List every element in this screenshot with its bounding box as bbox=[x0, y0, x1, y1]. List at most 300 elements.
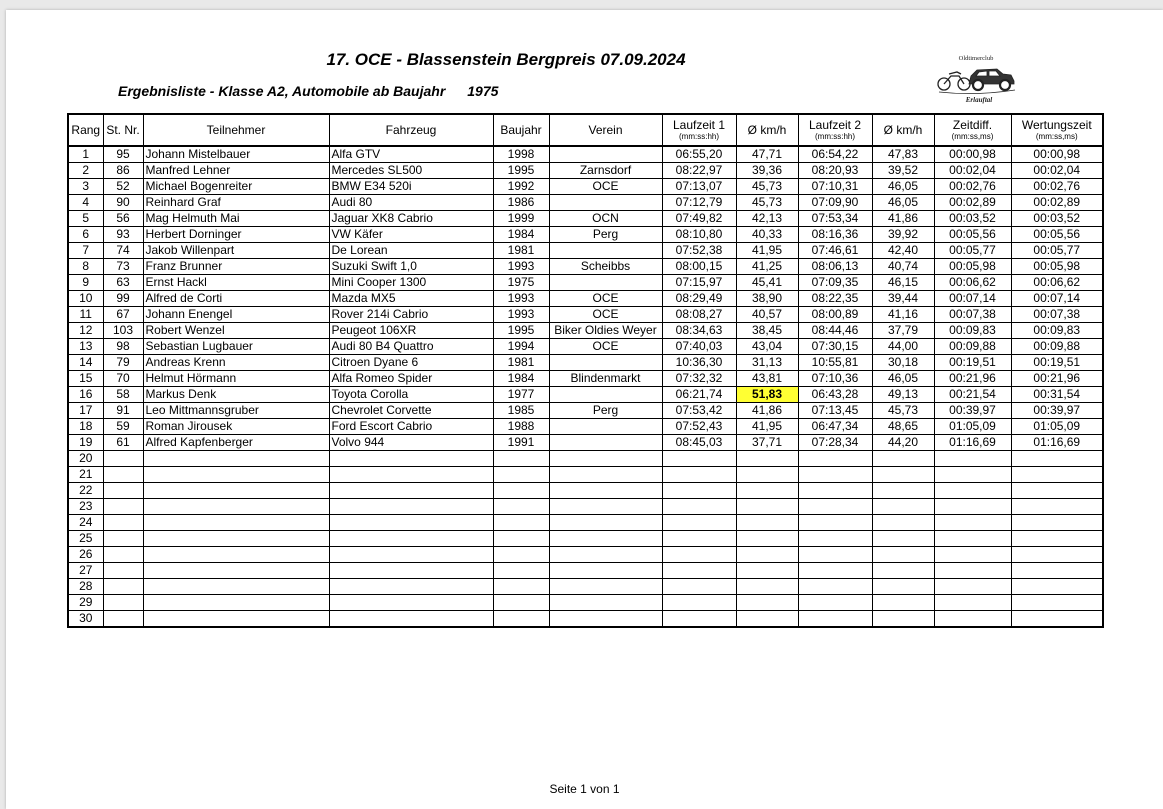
cell-laufzeit-1: 08:00,15 bbox=[662, 259, 736, 275]
cell-teilnehmer: Andreas Krenn bbox=[143, 355, 329, 371]
cell-wertungszeit bbox=[1011, 595, 1103, 611]
cell-laufzeit-2: 07:28,34 bbox=[798, 435, 872, 451]
cell-rang: 18 bbox=[68, 419, 103, 435]
cell-kmh-2 bbox=[872, 531, 934, 547]
cell-teilnehmer bbox=[143, 547, 329, 563]
cell-laufzeit-2: 10:55,81 bbox=[798, 355, 872, 371]
cell-zeitdiff bbox=[934, 563, 1011, 579]
cell-verein bbox=[549, 563, 662, 579]
cell-laufzeit-1 bbox=[662, 531, 736, 547]
cell-rang: 15 bbox=[68, 371, 103, 387]
cell-baujahr bbox=[493, 547, 549, 563]
cell-laufzeit-2 bbox=[798, 579, 872, 595]
cell-laufzeit-1 bbox=[662, 579, 736, 595]
column-header-label: Wertungszeit bbox=[1021, 117, 1092, 132]
cell-wertungszeit: 00:19,51 bbox=[1011, 355, 1103, 371]
column-header-label: Laufzeit 1 bbox=[672, 117, 726, 132]
cell-rang: 23 bbox=[68, 499, 103, 515]
column-header-rang bbox=[68, 114, 103, 146]
cell-kmh-2: 40,74 bbox=[872, 259, 934, 275]
table-row bbox=[68, 371, 1103, 387]
column-header-label: Teilnehmer bbox=[206, 122, 266, 137]
cell-st-nr: 56 bbox=[103, 211, 143, 227]
cell-wertungszeit: 00:21,96 bbox=[1011, 371, 1103, 387]
cell-baujahr bbox=[493, 595, 549, 611]
cell-st-nr: 59 bbox=[103, 419, 143, 435]
table-row bbox=[68, 211, 1103, 227]
logo-bottom-text: Erlauftal bbox=[965, 96, 993, 104]
cell-rang: 16 bbox=[68, 387, 103, 403]
cell-laufzeit-1: 07:32,32 bbox=[662, 371, 736, 387]
cell-rang: 11 bbox=[68, 307, 103, 323]
cell-fahrzeug: Mini Cooper 1300 bbox=[329, 275, 493, 291]
cell-verein: Scheibbs bbox=[549, 259, 662, 275]
cell-wertungszeit: 00:02,89 bbox=[1011, 195, 1103, 211]
cell-rang: 2 bbox=[68, 163, 103, 179]
cell-kmh-2: 48,65 bbox=[872, 419, 934, 435]
cell-kmh-2: 41,86 bbox=[872, 211, 934, 227]
cell-st-nr: 86 bbox=[103, 163, 143, 179]
cell-baujahr: 1993 bbox=[493, 307, 549, 323]
cell-fahrzeug bbox=[329, 499, 493, 515]
cell-teilnehmer: Helmut Hörmann bbox=[143, 371, 329, 387]
cell-wertungszeit bbox=[1011, 515, 1103, 531]
cell-zeitdiff: 00:06,62 bbox=[934, 275, 1011, 291]
cell-baujahr: 1998 bbox=[493, 146, 549, 163]
cell-laufzeit-1: 10:36,30 bbox=[662, 355, 736, 371]
cell-kmh-2: 46,05 bbox=[872, 371, 934, 387]
column-header-label: Ø km/h bbox=[747, 122, 787, 137]
table-row bbox=[68, 387, 1103, 403]
cell-baujahr: 1995 bbox=[493, 323, 549, 339]
cell-verein bbox=[549, 275, 662, 291]
cell-laufzeit-2: 07:46,61 bbox=[798, 243, 872, 259]
cell-verein bbox=[549, 435, 662, 451]
cell-fahrzeug: De Lorean bbox=[329, 243, 493, 259]
column-header-unit: (mm:ss,ms) bbox=[951, 131, 994, 141]
table-row bbox=[68, 291, 1103, 307]
cell-laufzeit-2 bbox=[798, 563, 872, 579]
table-row bbox=[68, 563, 1103, 579]
cell-teilnehmer: Mag Helmuth Mai bbox=[143, 211, 329, 227]
cell-laufzeit-2 bbox=[798, 515, 872, 531]
cell-rang: 4 bbox=[68, 195, 103, 211]
column-header-label: St. Nr. bbox=[106, 122, 140, 137]
cell-kmh-1: 45,73 bbox=[736, 179, 798, 195]
cell-verein: OCE bbox=[549, 307, 662, 323]
cell-verein bbox=[549, 243, 662, 259]
cell-wertungszeit bbox=[1011, 483, 1103, 499]
cell-wertungszeit: 00:07,14 bbox=[1011, 291, 1103, 307]
cell-st-nr: 52 bbox=[103, 179, 143, 195]
cell-verein: OCE bbox=[549, 291, 662, 307]
cell-baujahr: 1984 bbox=[493, 371, 549, 387]
cell-kmh-2 bbox=[872, 499, 934, 515]
cell-verein: Perg bbox=[549, 227, 662, 243]
cell-rang: 8 bbox=[68, 259, 103, 275]
cell-laufzeit-1 bbox=[662, 467, 736, 483]
cell-baujahr bbox=[493, 467, 549, 483]
cell-fahrzeug bbox=[329, 531, 493, 547]
cell-rang: 21 bbox=[68, 467, 103, 483]
cell-verein bbox=[549, 387, 662, 403]
cell-teilnehmer: Markus Denk bbox=[143, 387, 329, 403]
cell-kmh-1 bbox=[736, 547, 798, 563]
cell-st-nr bbox=[103, 451, 143, 467]
cell-laufzeit-1 bbox=[662, 483, 736, 499]
cell-baujahr: 1975 bbox=[493, 275, 549, 291]
cell-st-nr: 58 bbox=[103, 387, 143, 403]
cell-verein bbox=[549, 146, 662, 163]
cell-laufzeit-2 bbox=[798, 595, 872, 611]
cell-kmh-1: 40,33 bbox=[736, 227, 798, 243]
table-row bbox=[68, 275, 1103, 291]
cell-baujahr bbox=[493, 611, 549, 628]
cell-st-nr: 103 bbox=[103, 323, 143, 339]
cell-laufzeit-2: 07:53,34 bbox=[798, 211, 872, 227]
cell-wertungszeit: 00:05,98 bbox=[1011, 259, 1103, 275]
cell-kmh-1: 41,95 bbox=[736, 419, 798, 435]
cell-verein bbox=[549, 611, 662, 628]
cell-rang: 27 bbox=[68, 563, 103, 579]
cell-laufzeit-1: 07:49,82 bbox=[662, 211, 736, 227]
cell-laufzeit-1: 07:40,03 bbox=[662, 339, 736, 355]
cell-laufzeit-2: 06:47,34 bbox=[798, 419, 872, 435]
cell-rang: 9 bbox=[68, 275, 103, 291]
column-header-zeitdiff bbox=[934, 114, 1011, 146]
cell-rang: 20 bbox=[68, 451, 103, 467]
cell-teilnehmer: Michael Bogenreiter bbox=[143, 179, 329, 195]
column-header-label: Baujahr bbox=[500, 122, 542, 137]
cell-fahrzeug: Ford Escort Cabrio bbox=[329, 419, 493, 435]
table-row bbox=[68, 579, 1103, 595]
cell-zeitdiff bbox=[934, 547, 1011, 563]
cell-teilnehmer: Ernst Hackl bbox=[143, 275, 329, 291]
cell-laufzeit-2 bbox=[798, 531, 872, 547]
cell-rang: 13 bbox=[68, 339, 103, 355]
cell-wertungszeit: 00:09,88 bbox=[1011, 339, 1103, 355]
cell-zeitdiff: 00:05,77 bbox=[934, 243, 1011, 259]
cell-wertungszeit: 00:39,97 bbox=[1011, 403, 1103, 419]
cell-fahrzeug bbox=[329, 595, 493, 611]
cell-st-nr bbox=[103, 499, 143, 515]
cell-kmh-2: 42,40 bbox=[872, 243, 934, 259]
cell-st-nr: 67 bbox=[103, 307, 143, 323]
cell-rang: 26 bbox=[68, 547, 103, 563]
result-page bbox=[6, 10, 1163, 809]
cell-laufzeit-1: 06:21,74 bbox=[662, 387, 736, 403]
table-row bbox=[68, 163, 1103, 179]
cell-wertungszeit: 01:16,69 bbox=[1011, 435, 1103, 451]
cell-kmh-1 bbox=[736, 451, 798, 467]
cell-teilnehmer bbox=[143, 595, 329, 611]
cell-fahrzeug bbox=[329, 467, 493, 483]
cell-kmh-1: 37,71 bbox=[736, 435, 798, 451]
cell-laufzeit-2 bbox=[798, 499, 872, 515]
column-header-label: Laufzeit 2 bbox=[808, 117, 862, 132]
cell-teilnehmer: Manfred Lehner bbox=[143, 163, 329, 179]
table-row bbox=[68, 307, 1103, 323]
cell-laufzeit-1: 08:45,03 bbox=[662, 435, 736, 451]
cell-kmh-1 bbox=[736, 515, 798, 531]
cell-laufzeit-1: 08:29,49 bbox=[662, 291, 736, 307]
cell-wertungszeit bbox=[1011, 579, 1103, 595]
cell-kmh-1: 41,86 bbox=[736, 403, 798, 419]
cell-baujahr bbox=[493, 483, 549, 499]
cell-fahrzeug: VW Käfer bbox=[329, 227, 493, 243]
table-row bbox=[68, 419, 1103, 435]
cell-baujahr bbox=[493, 531, 549, 547]
cell-verein bbox=[549, 531, 662, 547]
cell-wertungszeit: 00:07,38 bbox=[1011, 307, 1103, 323]
column-header-wertungszeit bbox=[1011, 114, 1103, 146]
cell-baujahr bbox=[493, 499, 549, 515]
cell-kmh-1: 40,57 bbox=[736, 307, 798, 323]
cell-laufzeit-2: 07:13,45 bbox=[798, 403, 872, 419]
cell-teilnehmer bbox=[143, 499, 329, 515]
cell-kmh-1: 39,36 bbox=[736, 163, 798, 179]
cell-laufzeit-2 bbox=[798, 467, 872, 483]
cell-fahrzeug: Alfa Romeo Spider bbox=[329, 371, 493, 387]
cell-zeitdiff: 00:03,52 bbox=[934, 211, 1011, 227]
cell-kmh-2: 49,13 bbox=[872, 387, 934, 403]
cell-kmh-1: 38,90 bbox=[736, 291, 798, 307]
table-row bbox=[68, 499, 1103, 515]
cell-verein: Perg bbox=[549, 403, 662, 419]
cell-fahrzeug: Suzuki Swift 1,0 bbox=[329, 259, 493, 275]
table-row bbox=[68, 515, 1103, 531]
cell-st-nr bbox=[103, 483, 143, 499]
cell-rang: 10 bbox=[68, 291, 103, 307]
cell-teilnehmer: Roman Jirousek bbox=[143, 419, 329, 435]
table-row bbox=[68, 323, 1103, 339]
cell-kmh-2 bbox=[872, 515, 934, 531]
table-row bbox=[68, 435, 1103, 451]
cell-zeitdiff bbox=[934, 515, 1011, 531]
cell-verein: Zarnsdorf bbox=[549, 163, 662, 179]
cell-wertungszeit: 00:00,98 bbox=[1011, 146, 1103, 163]
cell-verein bbox=[549, 419, 662, 435]
cell-laufzeit-1: 08:08,27 bbox=[662, 307, 736, 323]
cell-wertungszeit bbox=[1011, 563, 1103, 579]
motorcycle-icon bbox=[938, 72, 970, 90]
cell-st-nr bbox=[103, 595, 143, 611]
cell-kmh-1 bbox=[736, 611, 798, 628]
cell-rang: 28 bbox=[68, 579, 103, 595]
cell-kmh-1: 43,81 bbox=[736, 371, 798, 387]
cell-baujahr: 1985 bbox=[493, 403, 549, 419]
cell-baujahr: 1999 bbox=[493, 211, 549, 227]
cell-laufzeit-1: 06:55,20 bbox=[662, 146, 736, 163]
cell-zeitdiff bbox=[934, 595, 1011, 611]
cell-fahrzeug bbox=[329, 483, 493, 499]
cell-st-nr bbox=[103, 611, 143, 628]
table-row bbox=[68, 595, 1103, 611]
cell-kmh-1 bbox=[736, 595, 798, 611]
table-row bbox=[68, 483, 1103, 499]
cell-laufzeit-1 bbox=[662, 595, 736, 611]
cell-wertungszeit bbox=[1011, 451, 1103, 467]
cell-laufzeit-1: 07:15,97 bbox=[662, 275, 736, 291]
cell-rang: 30 bbox=[68, 611, 103, 628]
cell-verein: OCE bbox=[549, 179, 662, 195]
cell-kmh-2: 44,00 bbox=[872, 339, 934, 355]
cell-zeitdiff: 00:21,54 bbox=[934, 387, 1011, 403]
column-header-teilnehmer bbox=[143, 114, 329, 146]
cell-st-nr: 95 bbox=[103, 146, 143, 163]
cell-laufzeit-2: 08:22,35 bbox=[798, 291, 872, 307]
cell-fahrzeug: Audi 80 B4 Quattro bbox=[329, 339, 493, 355]
cell-verein bbox=[549, 467, 662, 483]
cell-verein bbox=[549, 515, 662, 531]
column-header-unit: (mm:ss,ms) bbox=[1035, 131, 1078, 141]
cell-teilnehmer bbox=[143, 531, 329, 547]
cell-rang: 7 bbox=[68, 243, 103, 259]
cell-baujahr: 1992 bbox=[493, 179, 549, 195]
cell-verein: Biker Oldies Weyer bbox=[549, 323, 662, 339]
cell-st-nr: 79 bbox=[103, 355, 143, 371]
cell-teilnehmer bbox=[143, 515, 329, 531]
cell-baujahr: 1986 bbox=[493, 195, 549, 211]
column-header-label: Ø km/h bbox=[883, 122, 923, 137]
cell-wertungszeit bbox=[1011, 611, 1103, 628]
column-header-st-nr bbox=[103, 114, 143, 146]
cell-zeitdiff bbox=[934, 467, 1011, 483]
cell-baujahr bbox=[493, 563, 549, 579]
cell-zeitdiff bbox=[934, 611, 1011, 628]
cell-st-nr bbox=[103, 563, 143, 579]
results-table bbox=[67, 113, 1104, 628]
cell-kmh-1: 42,13 bbox=[736, 211, 798, 227]
cell-kmh-1: 45,73 bbox=[736, 195, 798, 211]
cell-st-nr bbox=[103, 467, 143, 483]
cell-kmh-2: 44,20 bbox=[872, 435, 934, 451]
cell-kmh-1: 41,25 bbox=[736, 259, 798, 275]
cell-teilnehmer: Alfred Kapfenberger bbox=[143, 435, 329, 451]
cell-verein bbox=[549, 595, 662, 611]
cell-zeitdiff: 00:00,98 bbox=[934, 146, 1011, 163]
cell-laufzeit-2 bbox=[798, 547, 872, 563]
cell-zeitdiff: 00:02,04 bbox=[934, 163, 1011, 179]
column-header-baujahr bbox=[493, 114, 549, 146]
cell-verein: OCE bbox=[549, 339, 662, 355]
cell-kmh-2: 47,83 bbox=[872, 146, 934, 163]
cell-fahrzeug: Peugeot 106XR bbox=[329, 323, 493, 339]
column-header-kmh-2 bbox=[872, 114, 934, 146]
table-row bbox=[68, 451, 1103, 467]
cell-laufzeit-2: 07:09,35 bbox=[798, 275, 872, 291]
cell-fahrzeug: Jaguar XK8 Cabrio bbox=[329, 211, 493, 227]
cell-laufzeit-2: 07:09,90 bbox=[798, 195, 872, 211]
cell-kmh-2: 46,05 bbox=[872, 195, 934, 211]
cell-teilnehmer bbox=[143, 467, 329, 483]
cell-rang: 6 bbox=[68, 227, 103, 243]
cell-rang: 17 bbox=[68, 403, 103, 419]
cell-kmh-2: 41,16 bbox=[872, 307, 934, 323]
cell-zeitdiff: 00:21,96 bbox=[934, 371, 1011, 387]
cell-teilnehmer: Robert Wenzel bbox=[143, 323, 329, 339]
cell-st-nr bbox=[103, 547, 143, 563]
cell-kmh-2: 46,15 bbox=[872, 275, 934, 291]
cell-wertungszeit: 01:05,09 bbox=[1011, 419, 1103, 435]
cell-zeitdiff: 00:09,83 bbox=[934, 323, 1011, 339]
cell-kmh-2: 30,18 bbox=[872, 355, 934, 371]
cell-laufzeit-2: 08:06,13 bbox=[798, 259, 872, 275]
cell-laufzeit-1: 08:22,97 bbox=[662, 163, 736, 179]
cell-st-nr: 70 bbox=[103, 371, 143, 387]
cell-fahrzeug: Rover 214i Cabrio bbox=[329, 307, 493, 323]
column-header-unit: (mm:ss:hh) bbox=[679, 131, 719, 141]
cell-wertungszeit bbox=[1011, 547, 1103, 563]
cell-laufzeit-1: 07:13,07 bbox=[662, 179, 736, 195]
cell-zeitdiff: 00:07,14 bbox=[934, 291, 1011, 307]
cell-laufzeit-1 bbox=[662, 563, 736, 579]
column-header-label: Verein bbox=[588, 122, 623, 137]
cell-wertungszeit: 00:05,77 bbox=[1011, 243, 1103, 259]
cell-laufzeit-1: 07:52,43 bbox=[662, 419, 736, 435]
table-row bbox=[68, 531, 1103, 547]
table-row bbox=[68, 611, 1103, 628]
cell-kmh-2 bbox=[872, 595, 934, 611]
cell-rang: 3 bbox=[68, 179, 103, 195]
cell-teilnehmer bbox=[143, 483, 329, 499]
cell-laufzeit-2: 07:10,36 bbox=[798, 371, 872, 387]
cell-kmh-1: 31,13 bbox=[736, 355, 798, 371]
cell-verein bbox=[549, 483, 662, 499]
cell-wertungszeit: 00:02,76 bbox=[1011, 179, 1103, 195]
table-row bbox=[68, 243, 1103, 259]
cell-laufzeit-2 bbox=[798, 611, 872, 628]
cell-teilnehmer bbox=[143, 451, 329, 467]
cell-zeitdiff bbox=[934, 531, 1011, 547]
cell-wertungszeit bbox=[1011, 467, 1103, 483]
cell-verein bbox=[549, 195, 662, 211]
table-row bbox=[68, 339, 1103, 355]
cell-teilnehmer bbox=[143, 611, 329, 628]
cell-fahrzeug bbox=[329, 563, 493, 579]
page-footer: Seite 1 von 1 bbox=[549, 782, 620, 796]
cell-st-nr: 61 bbox=[103, 435, 143, 451]
cell-fahrzeug: Mazda MX5 bbox=[329, 291, 493, 307]
cell-kmh-1 bbox=[736, 563, 798, 579]
cell-fahrzeug: Mercedes SL500 bbox=[329, 163, 493, 179]
cell-kmh-2 bbox=[872, 451, 934, 467]
cell-st-nr: 90 bbox=[103, 195, 143, 211]
cell-baujahr: 1994 bbox=[493, 339, 549, 355]
cell-verein: OCN bbox=[549, 211, 662, 227]
column-header-fahrzeug bbox=[329, 114, 493, 146]
cell-verein bbox=[549, 355, 662, 371]
cell-st-nr: 91 bbox=[103, 403, 143, 419]
cell-st-nr bbox=[103, 531, 143, 547]
cell-teilnehmer bbox=[143, 563, 329, 579]
cell-zeitdiff: 00:05,56 bbox=[934, 227, 1011, 243]
cell-rang: 5 bbox=[68, 211, 103, 227]
column-header-verein bbox=[549, 114, 662, 146]
table-row bbox=[68, 403, 1103, 419]
cell-rang: 1 bbox=[68, 146, 103, 163]
cell-teilnehmer: Franz Brunner bbox=[143, 259, 329, 275]
cell-laufzeit-2: 07:30,15 bbox=[798, 339, 872, 355]
cell-fahrzeug: Alfa GTV bbox=[329, 146, 493, 163]
cell-wertungszeit: 00:06,62 bbox=[1011, 275, 1103, 291]
cell-baujahr bbox=[493, 515, 549, 531]
table-row bbox=[68, 547, 1103, 563]
cell-kmh-1: 47,71 bbox=[736, 146, 798, 163]
cell-baujahr: 1993 bbox=[493, 291, 549, 307]
table-row bbox=[68, 355, 1103, 371]
cell-zeitdiff: 00:09,88 bbox=[934, 339, 1011, 355]
